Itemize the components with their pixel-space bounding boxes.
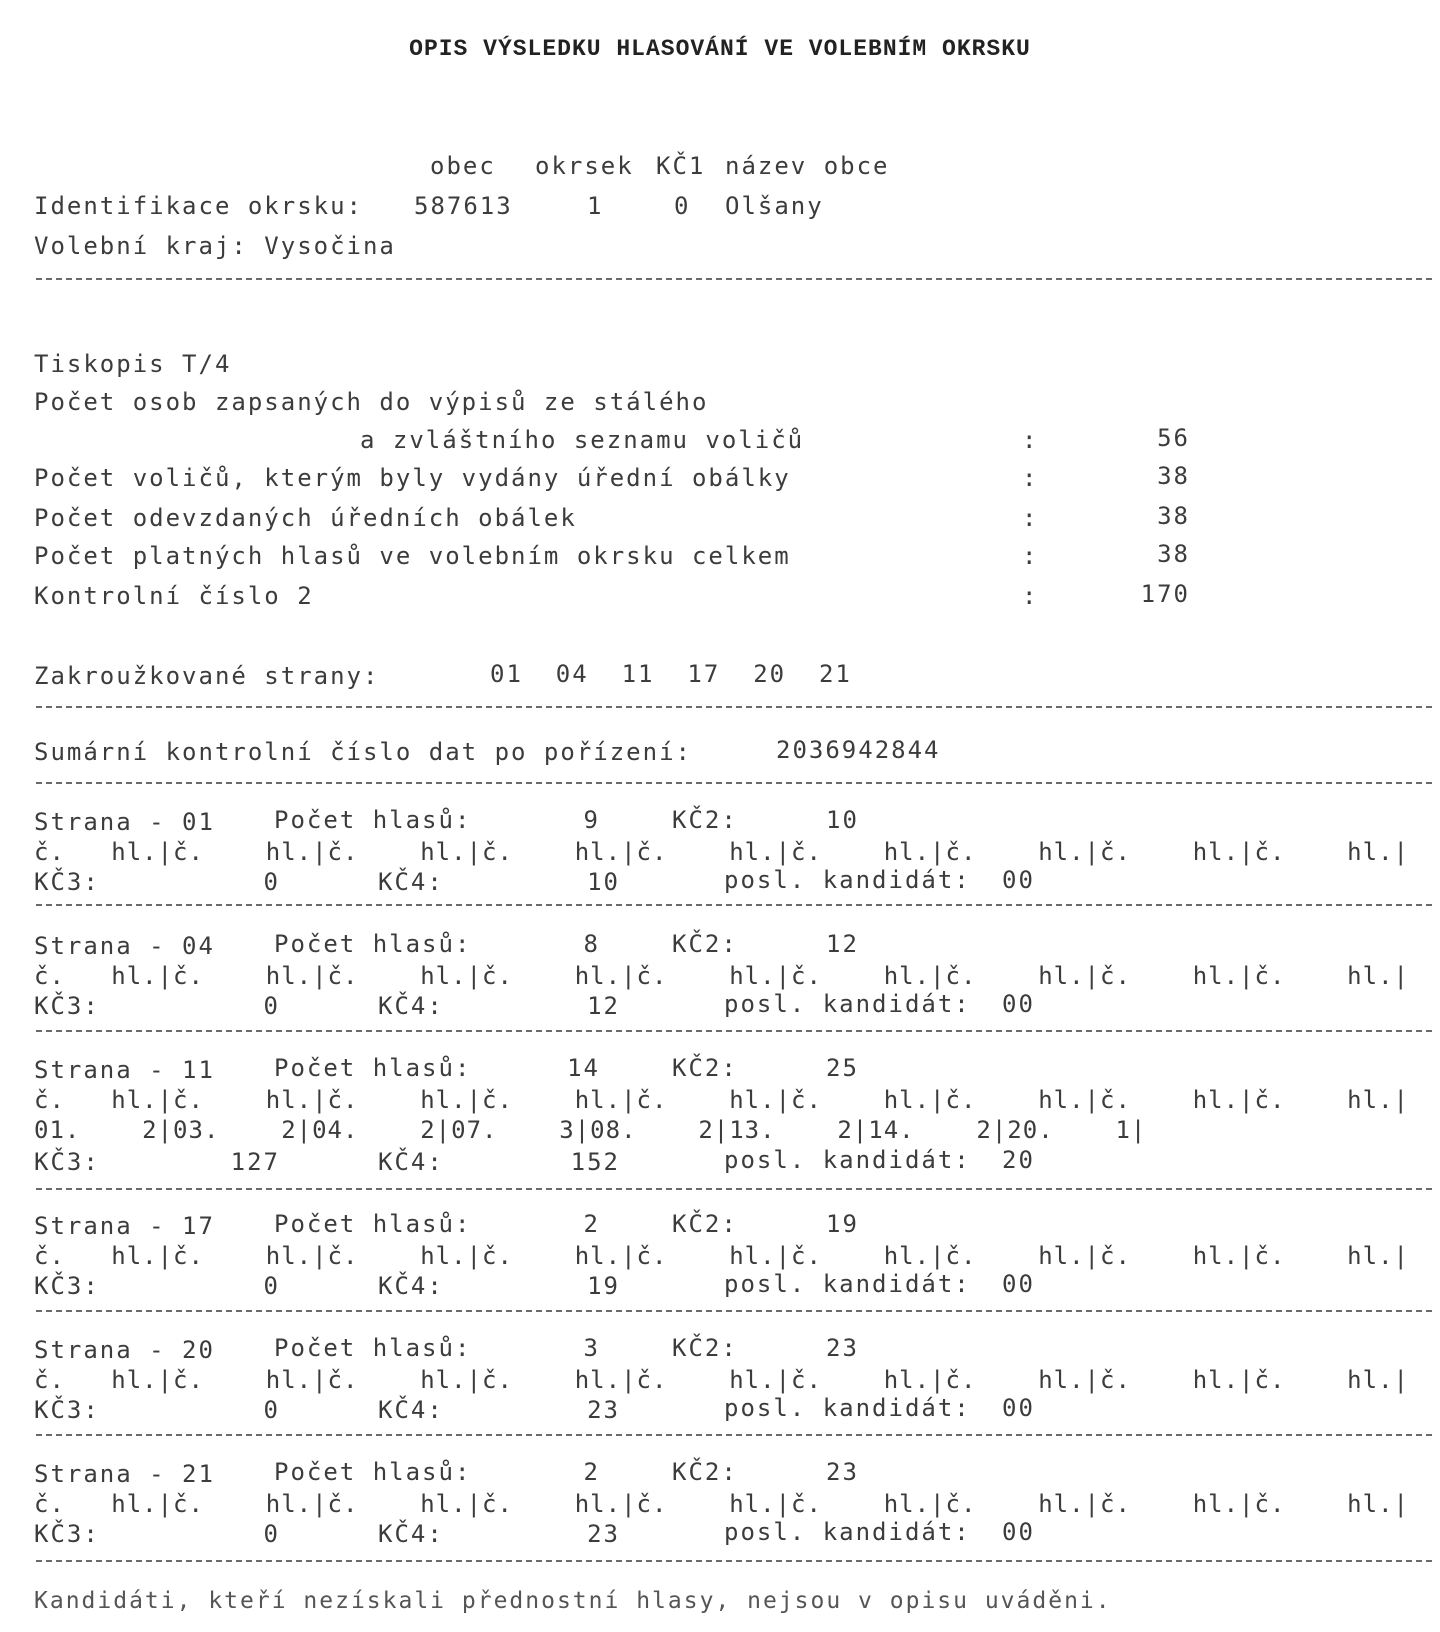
- kc2-value: 25: [826, 1054, 859, 1082]
- ident-header-obec: obec: [430, 152, 496, 180]
- last-candidate-value: 00: [1002, 1394, 1035, 1422]
- checksum-value: 2036942844: [776, 736, 941, 764]
- votes-label: Počet hlasů:: [274, 1334, 472, 1362]
- last-candidate-value: 00: [1002, 1270, 1035, 1298]
- kc3-label: KČ3:: [34, 992, 100, 1020]
- candidate-header-row: č. hl.|č. hl.|č. hl.|č. hl.|č. hl.|č. hl.|č. hl.|č. hl.|č. hl.|: [34, 1490, 1409, 1518]
- kc4-value: 152: [570, 1148, 620, 1176]
- form-row-label: Kontrolní číslo 2: [34, 582, 314, 610]
- checksum-label: Sumární kontrolní číslo dat po pořízení:: [34, 738, 692, 766]
- footer-note: Kandidáti, kteří nezískali přednostní hlasy, nejsou v opisu uváděni.: [34, 1588, 1112, 1614]
- form-row-value: 38: [1157, 540, 1190, 568]
- kc2-value: 19: [826, 1210, 859, 1238]
- kc3-value: 0: [263, 1520, 280, 1548]
- kc3-value: 0: [263, 1272, 280, 1300]
- ident-label: Identifikace okrsku:: [34, 192, 363, 220]
- kc3-value: 0: [263, 868, 280, 896]
- votes-label: Počet hlasů:: [274, 1458, 472, 1486]
- form-row-value: 38: [1157, 502, 1190, 530]
- separator: [36, 1434, 1432, 1436]
- form-name: Tiskopis T/4: [34, 350, 232, 378]
- votes-label: Počet hlasů:: [274, 1210, 472, 1238]
- ident-header-nazev: název obce: [725, 152, 890, 180]
- form-row-label-cont: a zvláštního seznamu voličů: [360, 426, 805, 454]
- last-candidate-label: posl. kandidát:: [724, 1270, 971, 1298]
- kc4-label: KČ4:: [378, 1396, 444, 1424]
- separator: [36, 782, 1432, 784]
- candidate-header-row: č. hl.|č. hl.|č. hl.|č. hl.|č. hl.|č. hl.|č. hl.|č. hl.|č. hl.|: [34, 1086, 1409, 1114]
- kc4-label: KČ4:: [378, 1520, 444, 1548]
- kc2-label: KČ2:: [672, 930, 738, 958]
- votes-label: Počet hlasů:: [274, 806, 472, 834]
- form-row-label: Počet odevzdaných úředních obálek: [34, 504, 577, 532]
- last-candidate-value: 20: [1002, 1146, 1035, 1174]
- last-candidate-label: posl. kandidát:: [724, 1394, 971, 1422]
- kc2-value: 10: [826, 806, 859, 834]
- circled-label: Zakroužkované strany:: [34, 662, 380, 690]
- kc4-value: 23: [587, 1520, 620, 1548]
- votes-value: 2: [583, 1458, 600, 1486]
- votes-value: 3: [583, 1334, 600, 1362]
- kc4-value: 10: [587, 868, 620, 896]
- kc3-value: 127: [230, 1148, 280, 1176]
- last-candidate-label: posl. kandidát:: [724, 1146, 971, 1174]
- last-candidate-value: 00: [1002, 866, 1035, 894]
- votes-label: Počet hlasů:: [274, 930, 472, 958]
- party-name: Strana - 21: [34, 1460, 215, 1488]
- candidate-header-row: č. hl.|č. hl.|č. hl.|č. hl.|č. hl.|č. hl.|č. hl.|č. hl.|č. hl.|: [34, 1366, 1409, 1394]
- form-row-value: 38: [1157, 462, 1190, 490]
- kc4-value: 19: [587, 1272, 620, 1300]
- kc3-label: KČ3:: [34, 1272, 100, 1300]
- kc2-label: KČ2:: [672, 1458, 738, 1486]
- separator: [36, 706, 1432, 708]
- form-row-colon: :: [1022, 504, 1037, 532]
- separator: [36, 1560, 1432, 1562]
- last-candidate-value: 00: [1002, 990, 1035, 1018]
- circled-values: 01 04 11 17 20 21: [490, 660, 852, 688]
- votes-value: 8: [583, 930, 600, 958]
- separator: [36, 1188, 1432, 1190]
- votes-value: 9: [583, 806, 600, 834]
- kc3-label: KČ3:: [34, 1148, 100, 1176]
- form-row-label: Počet voličů, kterým byly vydány úřední obálky: [34, 464, 791, 492]
- form-row-colon: :: [1022, 582, 1037, 610]
- separator: [36, 1310, 1432, 1312]
- last-candidate-value: 00: [1002, 1518, 1035, 1546]
- form-row-value: 170: [1140, 580, 1190, 608]
- kc2-label: KČ2:: [672, 1054, 738, 1082]
- kc3-label: KČ3:: [34, 1396, 100, 1424]
- kc4-value: 12: [587, 992, 620, 1020]
- kc4-label: KČ4:: [378, 1272, 444, 1300]
- separator: [36, 1030, 1432, 1032]
- last-candidate-label: posl. kandidát:: [724, 990, 971, 1018]
- form-row-value: 56: [1157, 424, 1190, 452]
- form-row-colon: :: [1022, 464, 1037, 492]
- form-row-label: Počet osob zapsaných do výpisů ze stálého: [34, 388, 709, 416]
- candidate-votes-row: 01. 2|03. 2|04. 2|07. 3|08. 2|13. 2|14. 2|20. 1|: [34, 1116, 1147, 1144]
- last-candidate-label: posl. kandidát:: [724, 866, 971, 894]
- ident-header-okrsek: okrsek: [535, 152, 634, 180]
- form-row-label: Počet platných hlasů ve volebním okrsku celkem: [34, 542, 791, 570]
- kc2-value: 23: [826, 1458, 859, 1486]
- votes-label: Počet hlasů:: [274, 1054, 472, 1082]
- kc2-label: KČ2:: [672, 1334, 738, 1362]
- kc2-label: KČ2:: [672, 806, 738, 834]
- ident-okrsek: 1: [587, 192, 604, 220]
- form-row-colon: :: [1022, 426, 1037, 454]
- kc3-value: 0: [263, 992, 280, 1020]
- kc4-label: KČ4:: [378, 1148, 444, 1176]
- last-candidate-label: posl. kandidát:: [724, 1518, 971, 1546]
- party-name: Strana - 11: [34, 1056, 215, 1084]
- party-name: Strana - 20: [34, 1336, 215, 1364]
- ident-nazev: Olšany: [725, 192, 824, 220]
- ident-kc1: 0: [674, 192, 691, 220]
- separator: [36, 278, 1432, 280]
- candidate-header-row: č. hl.|č. hl.|č. hl.|č. hl.|č. hl.|č. hl.|č. hl.|č. hl.|č. hl.|: [34, 838, 1409, 866]
- kc2-value: 23: [826, 1334, 859, 1362]
- kc3-label: KČ3:: [34, 1520, 100, 1548]
- candidate-header-row: č. hl.|č. hl.|č. hl.|č. hl.|č. hl.|č. hl.|č. hl.|č. hl.|č. hl.|: [34, 962, 1409, 990]
- kraj: Volební kraj: Vysočina: [34, 232, 396, 260]
- kc2-label: KČ2:: [672, 1210, 738, 1238]
- kc4-value: 23: [587, 1396, 620, 1424]
- party-name: Strana - 01: [34, 808, 215, 836]
- candidate-header-row: č. hl.|č. hl.|č. hl.|č. hl.|č. hl.|č. hl.|č. hl.|č. hl.|č. hl.|: [34, 1242, 1409, 1270]
- document-title: OPIS VÝSLEDKU HLASOVÁNÍ VE VOLEBNÍM OKRSKU: [409, 36, 1031, 62]
- kc4-label: KČ4:: [378, 992, 444, 1020]
- separator: [36, 904, 1432, 906]
- votes-value: 14: [567, 1054, 600, 1082]
- ident-header-kc1: KČ1: [656, 152, 706, 180]
- kc3-label: KČ3:: [34, 868, 100, 896]
- party-name: Strana - 17: [34, 1212, 215, 1240]
- party-name: Strana - 04: [34, 932, 215, 960]
- kc4-label: KČ4:: [378, 868, 444, 896]
- votes-value: 2: [583, 1210, 600, 1238]
- kc2-value: 12: [826, 930, 859, 958]
- ident-obec: 587613: [414, 192, 513, 220]
- form-row-colon: :: [1022, 542, 1037, 570]
- kc3-value: 0: [263, 1396, 280, 1424]
